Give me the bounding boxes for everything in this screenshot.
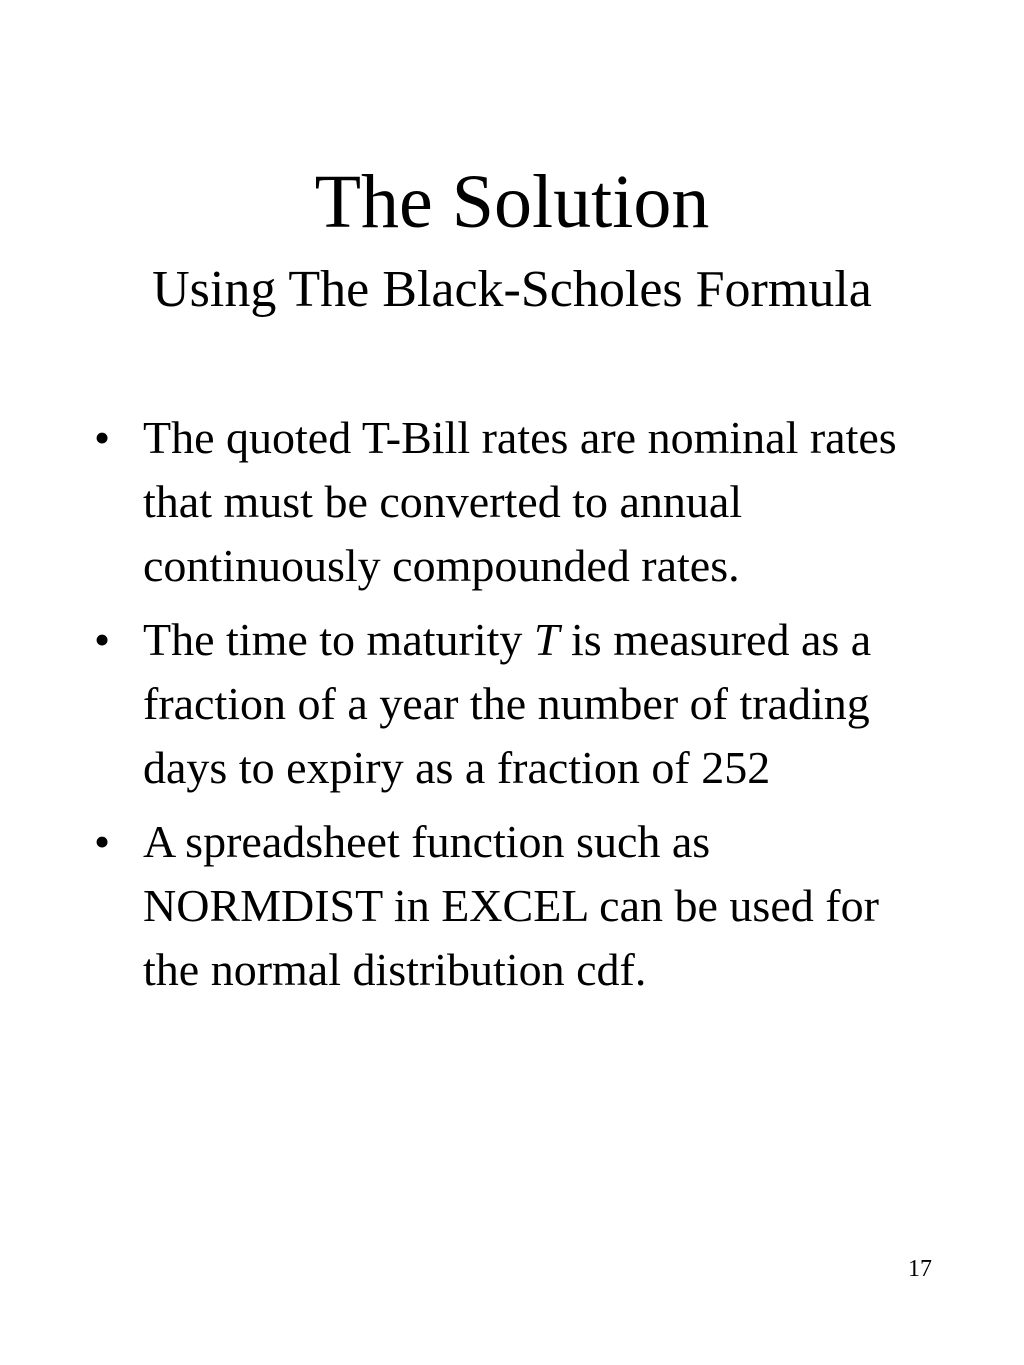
bullet-text: A spreadsheet function such as NORMDIST in EXCEL can be used for the normal distribution cdf. xyxy=(143,816,879,995)
bullet-list xyxy=(86,406,936,1012)
bullet-item xyxy=(86,810,936,1002)
page-number: 17 xyxy=(908,1256,932,1282)
maturity-variable: T xyxy=(533,614,560,665)
bullet-text: The quoted T-Bill rates are nominal rates that must be converted to annual continuously compounded rates. xyxy=(143,412,897,591)
bullet-dot-icon: • xyxy=(94,816,111,867)
bullet-text-after: is measured as a fraction of a year the number of trading days to expiry as a fraction of 252 xyxy=(143,614,872,793)
slide-subtitle: Using The Black-Scholes Formula xyxy=(152,261,872,318)
bullet-item xyxy=(86,608,936,800)
slide-title: The Solution xyxy=(314,160,710,244)
bullet-item xyxy=(86,406,936,598)
bullet-dot-icon: • xyxy=(94,412,111,463)
bullet-text-before: The time to maturity xyxy=(143,614,534,665)
bullet-dot-icon: • xyxy=(94,614,111,665)
bullet-text xyxy=(143,614,871,793)
